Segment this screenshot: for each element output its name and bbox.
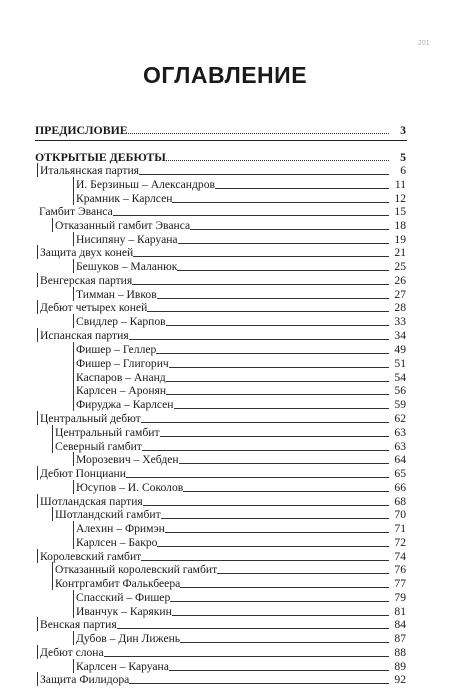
toc-entry-label: Фируджа – Карлсен xyxy=(76,398,174,411)
toc-page-number: 72 xyxy=(394,536,406,549)
toc-entry-label: Дебют четырех коней xyxy=(40,301,148,314)
toc-entry-label: Нисипяну – Каруана xyxy=(76,233,178,246)
underline-leader xyxy=(156,352,389,354)
toc-entry[interactable] xyxy=(37,204,406,218)
toc-section-preface[interactable] xyxy=(35,123,406,137)
toc-page-number: 66 xyxy=(394,481,406,494)
toc-entry[interactable] xyxy=(73,397,406,411)
toc-entry[interactable] xyxy=(73,604,406,618)
toc-entry[interactable] xyxy=(73,631,406,645)
underline-leader xyxy=(133,255,389,257)
toc-page-number: 54 xyxy=(394,371,406,384)
toc-page-number: 62 xyxy=(394,412,406,425)
toc-page-number: 15 xyxy=(394,205,406,218)
toc-entry-label: Дебют Понциани xyxy=(40,467,126,480)
toc-entry[interactable] xyxy=(37,411,406,425)
toc-entry-label: Гамбит Эванса xyxy=(39,205,113,218)
page-number-marker: 201 xyxy=(418,40,430,47)
underline-leader xyxy=(117,627,389,629)
toc-entry[interactable] xyxy=(52,507,406,521)
underline-leader xyxy=(143,504,389,506)
toc-entry[interactable] xyxy=(37,273,406,287)
toc-entry[interactable] xyxy=(73,177,406,191)
toc-entry[interactable] xyxy=(37,617,406,631)
underline-leader xyxy=(169,669,389,671)
underline-leader xyxy=(169,366,389,368)
toc-page-number: 74 xyxy=(394,550,406,563)
toc-entry[interactable] xyxy=(52,562,406,576)
toc-page-number: 63 xyxy=(394,440,406,453)
toc-entry-label: Свидлер – Карпов xyxy=(76,315,166,328)
toc-page-number: 65 xyxy=(394,467,406,480)
toc-page-number: 6 xyxy=(400,164,406,177)
underline-leader xyxy=(129,338,389,340)
toc-entry[interactable] xyxy=(52,439,406,453)
toc-entry-label: Отказанный королевский гамбит xyxy=(55,563,218,576)
toc-entry[interactable] xyxy=(37,300,406,314)
toc-page-number: 76 xyxy=(394,563,406,576)
underline-leader xyxy=(147,310,389,312)
toc-page-number: 11 xyxy=(394,178,406,191)
underline-leader xyxy=(161,517,389,519)
toc-entry[interactable] xyxy=(73,356,406,370)
toc-entry[interactable] xyxy=(37,466,406,480)
underline-leader xyxy=(180,586,389,588)
underline-leader xyxy=(165,531,389,533)
underline-leader xyxy=(129,682,389,684)
underline-leader xyxy=(160,435,389,437)
underline-leader xyxy=(217,572,389,574)
section-divider xyxy=(35,140,407,141)
toc-page-number: 3 xyxy=(400,123,406,137)
toc-section-open-games[interactable] xyxy=(35,150,406,164)
toc-entry-label: Бешуков – Маланюк xyxy=(76,260,178,273)
page-title: ОГЛАВЛЕНИЕ xyxy=(142,62,308,88)
underline-leader xyxy=(170,600,389,602)
toc-entry[interactable] xyxy=(73,191,406,205)
toc-entry-label: Венгерская партия xyxy=(40,274,133,287)
toc-entry-label: Спасский – Фишер xyxy=(76,591,171,604)
toc-entry[interactable] xyxy=(73,383,406,397)
underline-leader xyxy=(190,228,389,230)
toc-entry[interactable] xyxy=(37,245,406,259)
toc-entry-label: Отказанный гамбит Эванса xyxy=(55,219,191,232)
toc-entry[interactable] xyxy=(73,480,406,494)
toc-entry-label: Центральный гамбит xyxy=(55,426,160,439)
underline-leader xyxy=(215,187,389,189)
toc-page-number: 26 xyxy=(394,274,406,287)
toc-entry-label: Шотландский гамбит xyxy=(55,508,161,521)
toc-entry[interactable] xyxy=(52,576,406,590)
dot-leader xyxy=(166,159,389,161)
toc-page-number: 81 xyxy=(394,605,406,618)
underline-leader xyxy=(141,559,389,561)
toc-entry[interactable] xyxy=(73,259,406,273)
underline-leader xyxy=(172,201,389,203)
toc-page-number: 59 xyxy=(394,398,406,411)
toc-entry[interactable] xyxy=(52,425,406,439)
toc-page-number: 34 xyxy=(394,329,406,342)
toc-page-number: 71 xyxy=(394,522,406,535)
toc-entry[interactable] xyxy=(37,494,406,508)
underline-leader xyxy=(113,214,389,216)
underline-leader xyxy=(177,269,389,271)
toc-entry-label: Фишер – Геллер xyxy=(76,343,157,356)
toc-entry-label: Венская партия xyxy=(40,618,117,631)
toc-page-number: 5 xyxy=(400,150,406,164)
toc-entry-label: Итальянская партия xyxy=(40,164,140,177)
underline-leader xyxy=(157,545,389,547)
toc-entry[interactable] xyxy=(73,535,406,549)
toc-page-number: 84 xyxy=(394,618,406,631)
toc-entry[interactable] xyxy=(73,452,406,466)
underline-leader xyxy=(178,242,389,244)
toc-entry-label: Дебют слона xyxy=(40,646,104,659)
underline-leader xyxy=(179,462,389,464)
toc-entry-label: Каспаров – Ананд xyxy=(76,371,166,384)
toc-entry[interactable] xyxy=(73,521,406,535)
underline-leader xyxy=(157,297,389,299)
underline-leader xyxy=(174,407,389,409)
underline-leader xyxy=(172,614,389,616)
underline-leader xyxy=(139,173,389,175)
toc-entry-label: Защита Филидора xyxy=(40,673,130,686)
underline-leader xyxy=(166,324,389,326)
toc-page-number: 88 xyxy=(394,646,406,659)
toc-entry-label: Испанская партия xyxy=(40,329,129,342)
underline-leader xyxy=(141,421,389,423)
toc-page-number: 27 xyxy=(394,288,406,301)
toc-entry-label: Фишер – Глигорич xyxy=(76,357,169,370)
toc-entry-label: Иванчук – Карякин xyxy=(76,605,172,618)
toc-entry-label: Юсупов – И. Соколов xyxy=(76,481,184,494)
toc-page-number: 92 xyxy=(394,673,406,686)
toc-entry-label: Морозевич – Хебден xyxy=(76,453,179,466)
toc-entry-label: Северный гамбит xyxy=(55,440,142,453)
underline-leader xyxy=(126,476,389,478)
toc-page-number: 56 xyxy=(394,384,406,397)
toc-entry-label: Карлсен – Каруана xyxy=(76,660,169,673)
toc-entry[interactable] xyxy=(73,314,406,328)
dot-leader xyxy=(128,132,389,134)
toc-page-number: 77 xyxy=(394,577,406,590)
toc-entry-label: Карлсен – Бакро xyxy=(76,536,158,549)
toc-page-number: 89 xyxy=(394,660,406,673)
toc-section-label: ПРЕДИСЛОВИЕ xyxy=(35,123,128,137)
toc-entry[interactable] xyxy=(73,659,406,673)
toc-entry-label: Королевский гамбит xyxy=(40,550,142,563)
toc-entry-label: Алехин – Фримэн xyxy=(76,522,165,535)
toc-page-number: 21 xyxy=(394,246,406,259)
toc-page-number: 64 xyxy=(394,453,406,466)
toc-page-number: 19 xyxy=(394,233,406,246)
toc-entry-label: Шотландская партия xyxy=(40,495,143,508)
toc-page-number: 68 xyxy=(394,495,406,508)
toc-page-number: 79 xyxy=(394,591,406,604)
underline-leader xyxy=(166,393,389,395)
toc-page-number: 87 xyxy=(394,632,406,645)
toc-entry[interactable] xyxy=(37,163,406,177)
toc-entry-label: Дубов – Дин Лижень xyxy=(76,632,181,645)
toc-entry[interactable] xyxy=(37,549,406,563)
toc-page-number: 28 xyxy=(394,301,406,314)
toc-page-number: 51 xyxy=(394,357,406,370)
toc-entry[interactable] xyxy=(37,328,406,342)
toc-entry[interactable] xyxy=(37,645,406,659)
underline-leader xyxy=(183,490,389,492)
toc-entry-label: Центральный дебют xyxy=(40,412,141,425)
toc-page-number: 33 xyxy=(394,315,406,328)
toc-entry-label: Контргамбит Фалькбеера xyxy=(55,577,181,590)
underline-leader xyxy=(166,380,389,382)
toc-entry[interactable] xyxy=(37,672,406,686)
toc-entry-label: Тимман – Ивков xyxy=(76,288,157,301)
toc-entry[interactable] xyxy=(52,218,406,232)
toc-page-number: 70 xyxy=(394,508,406,521)
toc-section-label: ОТКРЫТЫЕ ДЕБЮТЫ xyxy=(35,150,166,164)
underline-leader xyxy=(180,641,389,643)
underline-leader xyxy=(132,283,389,285)
toc-page-number: 25 xyxy=(394,260,406,273)
toc-entry[interactable] xyxy=(73,232,406,246)
toc-entry[interactable] xyxy=(73,590,406,604)
toc-entry-label: Карлсен – Аронян xyxy=(76,384,167,397)
toc-entry-label: И. Берзиньш – Александров xyxy=(76,178,215,191)
toc-page-number: 63 xyxy=(394,426,406,439)
toc-page-number: 18 xyxy=(394,219,406,232)
underline-leader xyxy=(142,449,389,451)
toc-page-number: 49 xyxy=(394,343,406,356)
toc-entry-label: Крамник – Карлсен xyxy=(76,192,173,205)
toc-page-number: 12 xyxy=(394,192,406,205)
underline-leader xyxy=(104,655,389,657)
toc-entry[interactable] xyxy=(73,342,406,356)
toc-entry[interactable] xyxy=(73,287,406,301)
toc-entry[interactable] xyxy=(73,370,406,384)
toc-entry-label: Защита двух коней xyxy=(40,246,134,259)
